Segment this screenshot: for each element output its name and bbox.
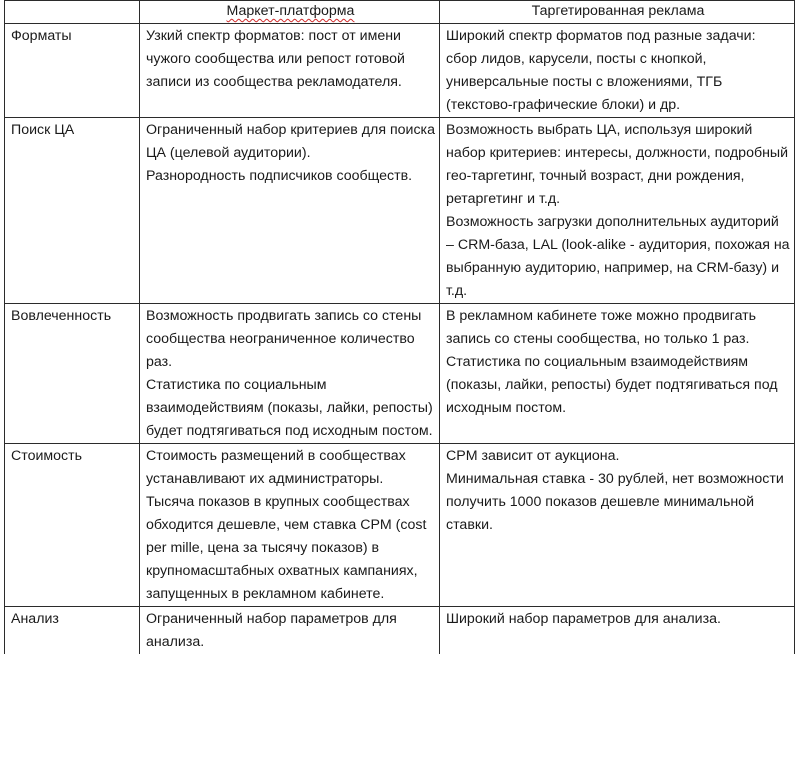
table-row	[5, 607, 795, 655]
cell-paragraph: Ограниченный набор параметров для анализа.	[146, 611, 397, 650]
cell-paragraph: Разнородность подписчиков сообществ.	[146, 168, 413, 184]
cell-paragraph: В рекламном кабинете тоже можно продвигать запись со стены сообщества, но только 1 раз.	[446, 308, 757, 347]
cell-paragraph: Ограниченный набор критериев для поиска ЦА (целевой аудитории).	[146, 122, 435, 161]
cell-paragraph: Широкий набор параметров для анализа.	[446, 611, 721, 627]
cell-paragraph: Возможность продвигать запись со стены сообщества неограниченное количество раз.	[146, 308, 422, 370]
table-row	[5, 304, 795, 444]
row-label: Форматы	[5, 24, 140, 118]
market-cell	[140, 304, 440, 444]
cell-paragraph: CPM зависит от аукциона.	[446, 448, 620, 464]
target-cell	[440, 444, 795, 607]
row-label: Стоимость	[5, 444, 140, 607]
table-row	[5, 24, 795, 118]
row-label: Анализ	[5, 607, 140, 655]
cell-paragraph: Стоимость размещений в сообществах устанавливают их администраторы.	[146, 448, 406, 487]
target-cell	[440, 304, 795, 444]
header-empty-cell	[5, 1, 140, 24]
header-market-platform: Маркет-платформа	[140, 1, 440, 24]
header-targeted-ads: Таргетированная реклама	[440, 1, 795, 24]
row-label: Вовлеченность	[5, 304, 140, 444]
header-row	[5, 1, 795, 24]
cell-paragraph: Широкий спектр форматов под разные задачи: сбор лидов, карусели, посты с кнопкой, универсальные посты с вложениями, ТГБ (текстово-графические блоки) и др.	[446, 28, 756, 113]
cell-paragraph: Минимальная ставка - 30 рублей, нет возможности получить 1000 показов дешевле минимальной ставки.	[446, 471, 784, 533]
cell-paragraph: Возможность выбрать ЦА, используя широкий набор критериев: интересы, должности, подробный гео-таргетинг, точный возраст, дни рождения, ретаргетинг и т.д.	[446, 122, 789, 207]
target-cell	[440, 24, 795, 118]
target-cell	[440, 118, 795, 304]
market-cell	[140, 24, 440, 118]
target-cell	[440, 607, 795, 655]
cell-paragraph: Тысяча показов в крупных сообществах обходится дешевле, чем ставка CPM (cost per mille, цена за тысячу показов) в крупномасштабных охватных кампаниях, запущенных в рекламном кабинете.	[146, 494, 427, 602]
table-row	[5, 444, 795, 607]
row-label: Поиск ЦА	[5, 118, 140, 304]
market-cell	[140, 444, 440, 607]
table-row	[5, 118, 795, 304]
cell-paragraph: Узкий спектр форматов: пост от имени чужого сообщества или репост готовой записи из сообщества рекламодателя.	[146, 28, 405, 90]
cell-paragraph: Статистика по социальным взаимодействиям (показы, лайки, репосты) будет подтягиваться под исходным постом.	[446, 354, 778, 416]
market-cell	[140, 118, 440, 304]
cell-paragraph: Возможность загрузки дополнительных аудиторий – CRM-база, LAL (look-alike - аудитория, похожая на выбранную аудиторию, например, на CRM-базу) и т.д.	[446, 214, 790, 299]
comparison-table	[4, 0, 795, 654]
market-cell	[140, 607, 440, 655]
cell-paragraph: Статистика по социальным взаимодействиям (показы, лайки, репосты) будет подтягиваться под исходным постом.	[146, 377, 433, 439]
